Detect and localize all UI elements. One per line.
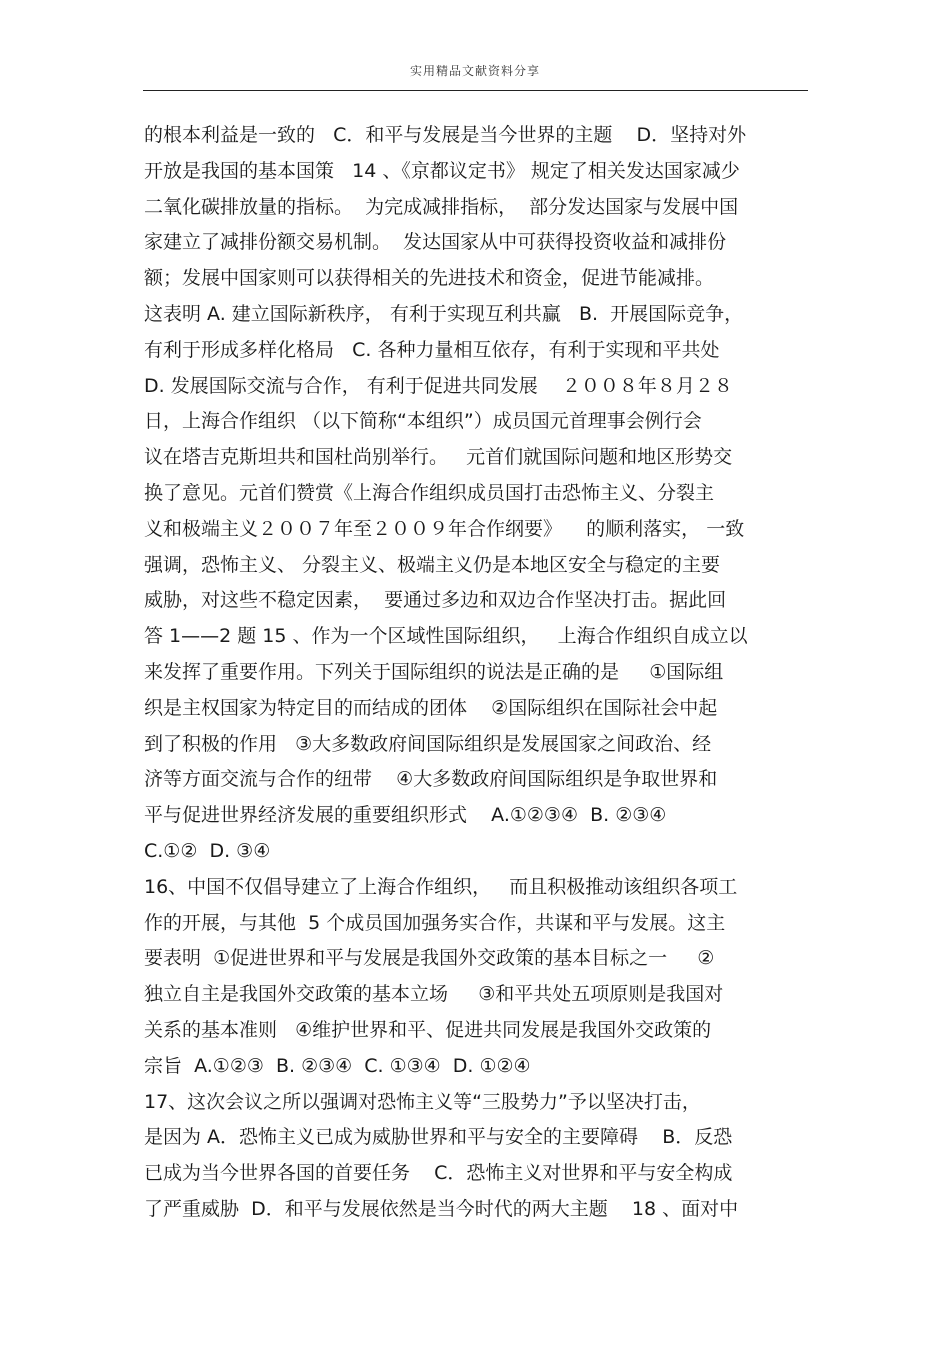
text-line: 二氧化碳排放量的指标。 为完成减排指标， 部分发达国家与发展中国 — [144, 195, 739, 218]
text-line: 义和极端主义２００７年至２００９年合作纲要》 的顺利落实， 一致 — [144, 517, 745, 540]
text-line: 是因为 A．恐怖主义已成为威胁世界和平与安全的主要障碍 B．反恐 — [144, 1126, 733, 1149]
text-line: 额；发展中国家则可以获得相关的先进技术和资金，促进节能减排。 — [144, 267, 715, 290]
text-line: 平与促进世界经济发展的重要组织形式 A.①②③④ B. ②③④ — [144, 804, 667, 827]
text-line: 16、中国不仅倡导建立了上海合作组织， 而且积极推动该组织各项工 — [144, 875, 738, 898]
text-line: 答 1——2 题 15 、作为一个区域性国际组织， 上海合作组织自成立以 — [144, 625, 748, 648]
text-line: 关系的基本准则 ④维护世界和平、促进共同发展是我国外交政策的 — [144, 1018, 712, 1041]
text-line: 议在塔吉克斯坦共和国杜尚别举行。 元首们就国际问题和地区形势交 — [144, 446, 733, 469]
text-line: 开放是我国的基本国策 14 、《京都议定书》 规定了相关发达国家减少 — [144, 159, 740, 182]
text-line: 要表明 ①促进世界和平与发展是我国外交政策的基本目标之一 ② — [144, 947, 715, 970]
text-line: 家建立了减排份额交易机制。 发达国家从中可获得投资收益和减排份 — [144, 231, 727, 254]
text-line: C.①② D. ③④ — [144, 839, 271, 862]
text-line: 17、这次会议之所以强调对恐怖主义等“三股势力”予以坚决打击， — [144, 1090, 701, 1113]
text-line: 换了意见。元首们赞赏《上海合作组织成员国打击恐怖主义、分裂主 — [144, 481, 715, 504]
text-line: 作的开展，与其他 5 个成员国加强务实合作，共谋和平与发展。这主 — [144, 911, 726, 934]
text-line: D. 发展国际交流与合作， 有利于促进共同发展 ２００８年８月２８ — [144, 374, 733, 397]
text-line: 有利于形成多样化格局 C. 各种力量相互依存，有利于实现和平共处 — [144, 338, 720, 361]
text-line: 织是主权国家为特定目的而结成的团体 ②国际组织在国际社会中起 — [144, 696, 718, 719]
text-line: 日，上海合作组织 （以下简称“本组织”）成员国元首理事会例行会 — [144, 410, 702, 433]
text-line: 到了积极的作用 ③大多数政府间国际组织是发展国家之间政治、经 — [144, 732, 712, 755]
text-line: 威胁，对这些不稳定因素， 要通过多边和双边合作坚决打击。据此回 — [144, 589, 727, 612]
text-line: 强调，恐怖主义、 分裂主义、极端主义仍是本地区安全与稳定的主要 — [144, 553, 721, 576]
text-line: 济等方面交流与合作的纽带 ④大多数政府间国际组织是争取世界和 — [144, 768, 718, 791]
text-line: 已成为当今世界各国的首要任务 C．恐怖主义对世界和平与安全构成 — [144, 1162, 733, 1185]
text-line: 了严重威胁 D．和平与发展依然是当今时代的两大主题 18 、面对中 — [144, 1197, 739, 1220]
header-divider — [143, 90, 808, 91]
document-body — [144, 118, 808, 1228]
text-line: 宗旨 A.①②③ B. ②③④ C. ①③④ D. ①②④ — [144, 1054, 531, 1077]
text-line: 来发挥了重要作用。下列关于国际组织的说法是正确的是 ①国际组 — [144, 660, 724, 683]
text-line: 的根本利益是一致的 C．和平与发展是当今世界的主题 D．坚持对外 — [144, 124, 747, 146]
text-line: 这表明 A. 建立国际新秩序， 有利于实现互利共赢 B. 开展国际竞争， — [144, 302, 744, 325]
text-line: 独立自主是我国外交政策的基本立场 ③和平共处五项原则是我国对 — [144, 983, 724, 1006]
page-header: 实用精品文献资料分享 — [409, 64, 540, 78]
